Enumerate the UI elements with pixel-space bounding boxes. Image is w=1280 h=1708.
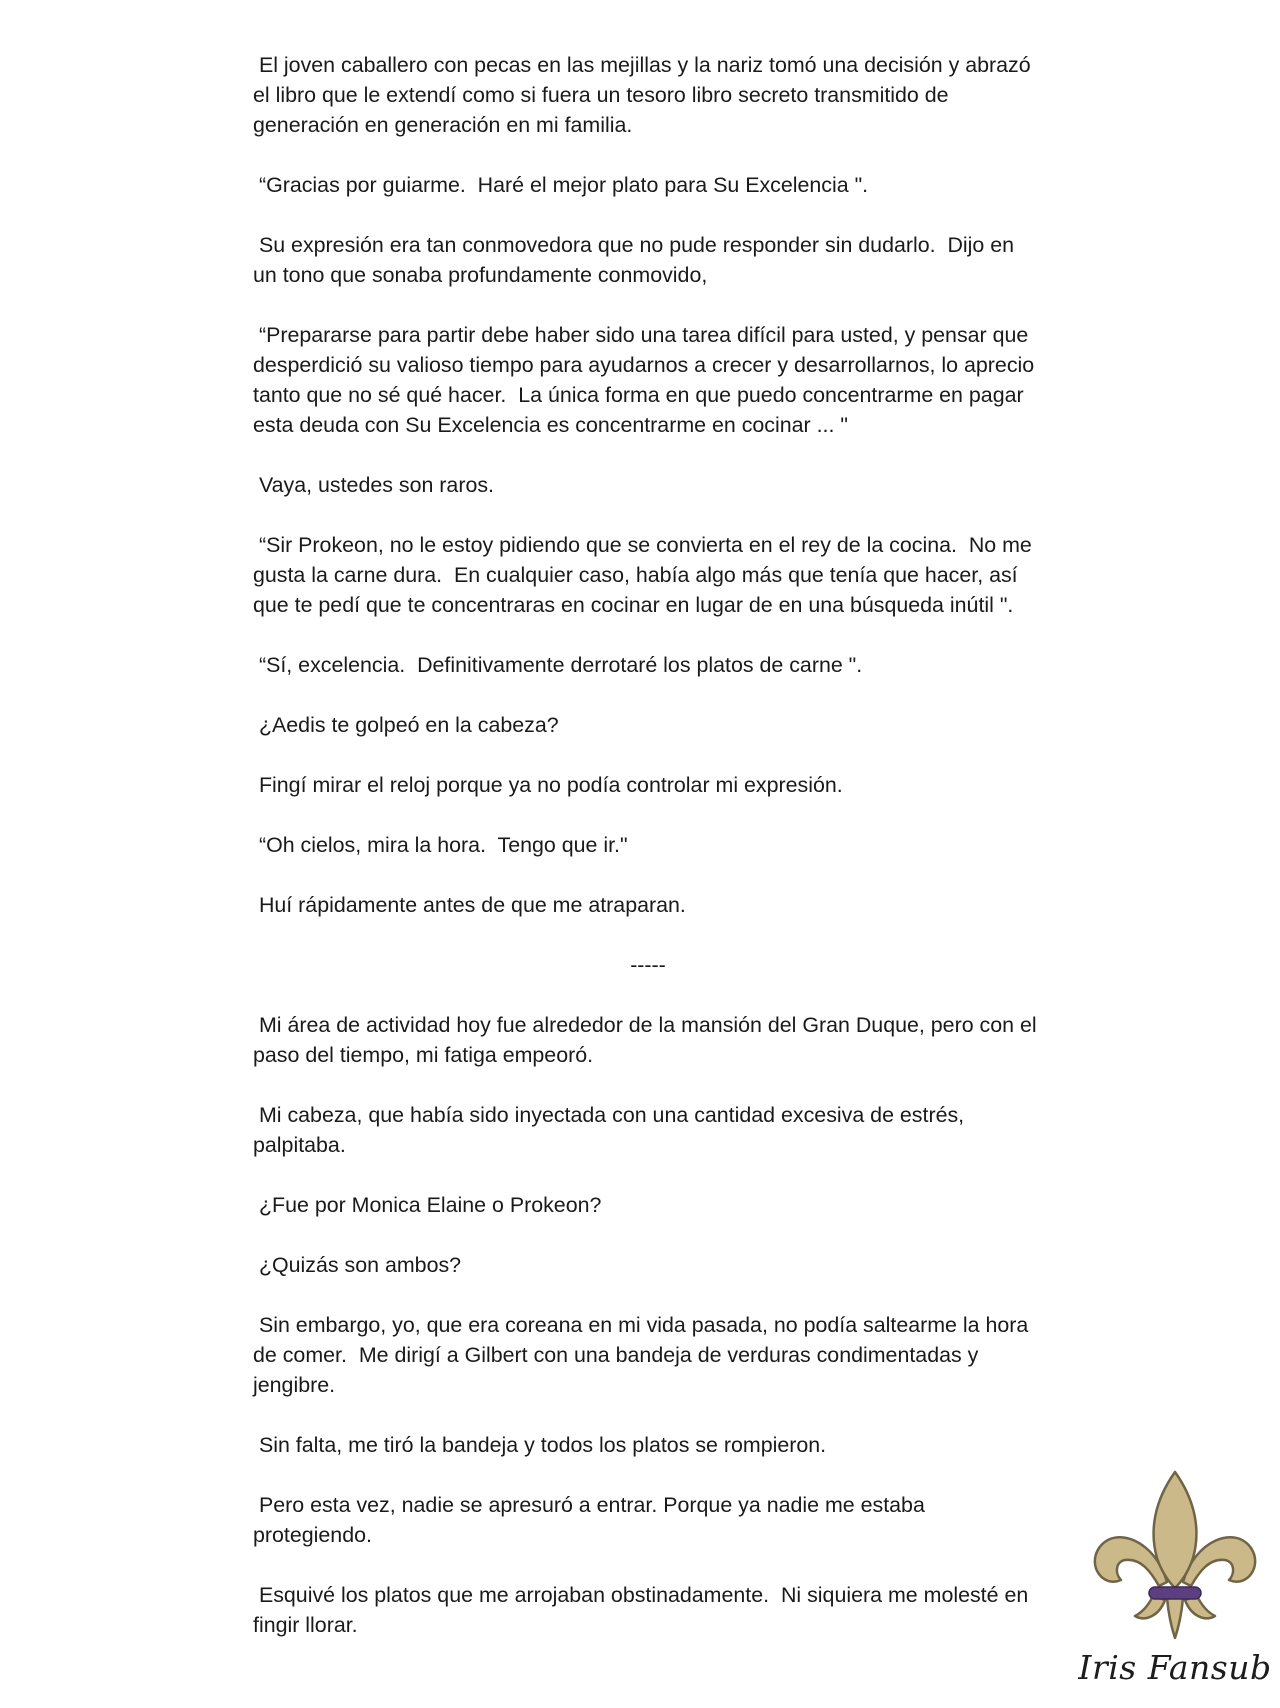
watermark-text: Iris Fansub — [1078, 1648, 1272, 1687]
paragraph: Mi área de actividad hoy fue alrededor de la mansión del Gran Duque, pero con el paso del tiempo, mi fatiga empeoró. — [253, 1013, 1043, 1067]
paragraph: Mi cabeza, que había sido inyectada con una cantidad excesiva de estrés, palpitaba. — [253, 1103, 971, 1157]
paragraph: Fingí mirar el reloj porque ya no podía controlar mi expresión. — [253, 773, 843, 797]
paragraph: Sin falta, me tiró la bandeja y todos los platos se rompieron. — [253, 1433, 827, 1457]
paragraph: Su expresión era tan conmovedora que no pude responder sin dudarlo. Dijo en un tono que sonaba profundamente conmovido, — [253, 233, 1021, 287]
paragraph: “Sí, excelencia. Definitivamente derrotaré los platos de carne ". — [253, 653, 863, 677]
paragraph: ¿Aedis te golpeó en la cabeza? — [253, 713, 559, 737]
paragraph: Vaya, ustedes son raros. — [253, 473, 494, 497]
paragraph: “Gracias por guiarme. Haré el mejor plato para Su Excelencia ". — [253, 173, 869, 197]
fleur-de-lis-icon — [1085, 1470, 1265, 1650]
paragraph: ¿Fue por Monica Elaine o Prokeon? — [253, 1193, 602, 1217]
watermark-logo — [1075, 1470, 1275, 1700]
paragraph: El joven caballero con pecas en las mejillas y la nariz tomó una decisión y abrazó el libro que le extendí como si fuera un tesoro libro secreto transmitido de generación en generación en mi familia. — [253, 53, 1037, 137]
paragraph: “Prepararse para partir debe haber sido una tarea difícil para usted, y pensar que desperdició su valioso tiempo para ayudarnos a crecer y desarrollarnos, lo aprecio tanto que no sé qué hacer. La única forma en que puedo concentrarme en pagar esta deuda con Su Excelencia es concentrarme en cocinar ... " — [253, 323, 1041, 437]
paragraph: Esquivé los platos que me arrojaban obstinadamente. Ni siquiera me molesté en fingir llorar. — [253, 1583, 1035, 1637]
paragraph: Pero esta vez, nadie se apresuró a entrar. Porque ya nadie me estaba protegiendo. — [253, 1493, 931, 1547]
paragraph: ¿Quizás son ambos? — [253, 1253, 462, 1277]
section-separator: ----- — [630, 953, 666, 977]
document-body — [253, 50, 1043, 1670]
paragraph: “Oh cielos, mira la hora. Tengo que ir." — [253, 833, 628, 857]
paragraph: Huí rápidamente antes de que me atraparan. — [253, 893, 686, 917]
paragraph: “Sir Prokeon, no le estoy pidiendo que se convierta en el rey de la cocina. No me gusta la carne dura. En cualquier caso, había algo más que tenía que hacer, así que te pedí que te concentraras en cocinar en lugar de en una búsqueda inútil ". — [253, 533, 1038, 617]
paragraph: Sin embargo, yo, que era coreana en mi vida pasada, no podía saltearme la hora de comer. Me dirigí a Gilbert con una bandeja de verduras condimentadas y jengibre. — [253, 1313, 1035, 1397]
